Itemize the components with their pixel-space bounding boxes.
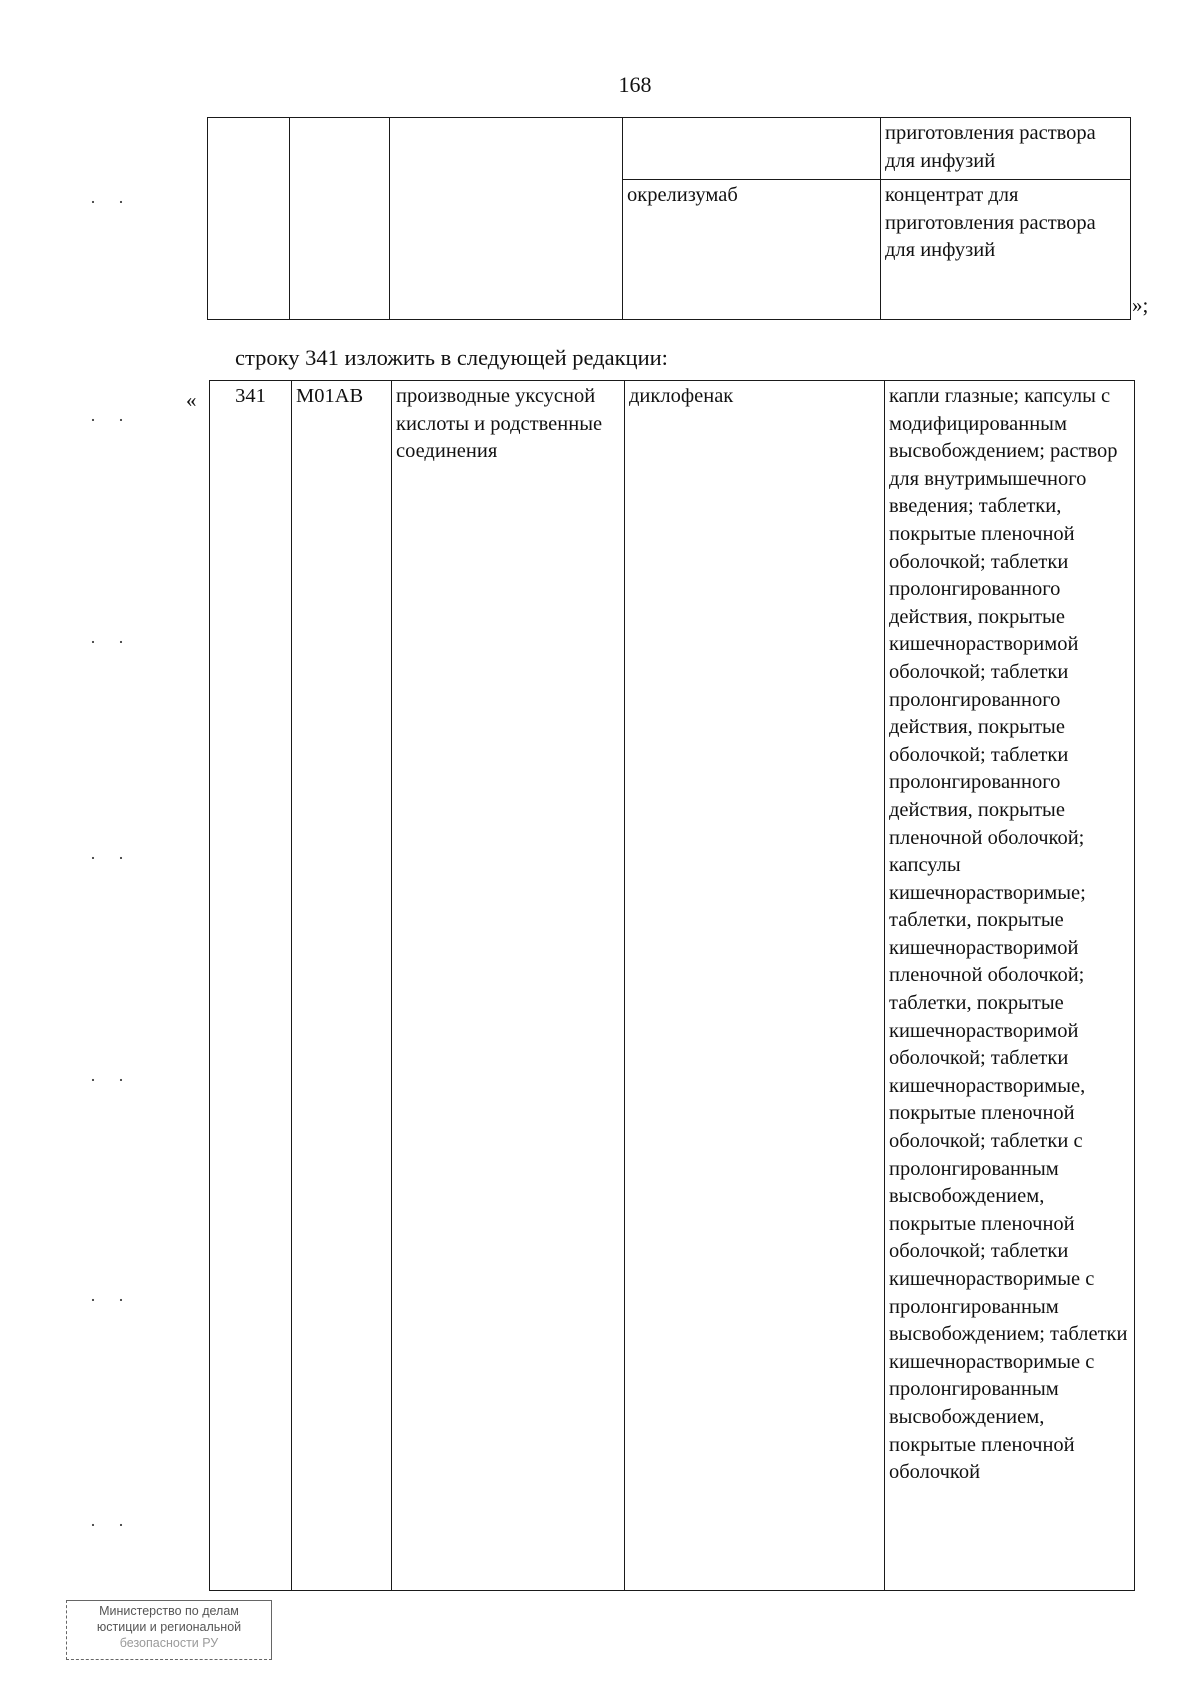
page-number: 168 — [618, 72, 652, 97]
margin-dot-mark: ·· — [90, 1515, 146, 1535]
code-cell — [290, 118, 390, 320]
group-cell — [390, 118, 623, 320]
table-row — [208, 118, 1131, 180]
drug-cell: окрелизумаб — [623, 180, 881, 320]
num-cell — [208, 118, 290, 320]
row-number-cell: 341 — [210, 381, 292, 1591]
table-row — [210, 381, 1135, 1591]
margin-dot-mark: ·· — [90, 192, 146, 212]
stamp-line: юстиции и региональной — [96, 1620, 242, 1634]
continuation-table — [207, 117, 1131, 320]
stamp-line: безопасности РУ — [119, 1636, 219, 1650]
dosage-forms-cell: капли глазные; капсулы с модифицированным высвобождением; раствор для внутримышечного введения; таблетки, покрытые пленочной оболочкой; таблетки пролонгированного действия, покрытые кишечнорастворимой оболочкой; таблетки пролонгированного действия, покрытые оболочкой; таблетки пролонгированного действия, покрытые пленочной оболочкой; капсулы кишечнорастворимые; таблетки, покрытые кишечнорастворимой пленочной оболочкой; таблетки, покрытые кишечнорастворимой оболочкой; таблетки кишечнорастворимые, покрытые пленочной оболочкой; таблетки с пролонгированным высвобождением, покрытые пленочной оболочкой; таблетки кишечнорастворимые с пролонгированным высвобождением; таблетки кишечнорастворимые с пролонгированным высвобождением, покрытые пленочной оболочкой — [885, 381, 1135, 1591]
form-cell: концентрат для приготовления раствора для инфузий — [881, 180, 1131, 320]
ministry-stamp — [66, 1600, 272, 1660]
drug-cell: диклофенак — [625, 381, 885, 1591]
closing-quote: »; — [1132, 293, 1149, 317]
margin-dot-mark: ·· — [90, 410, 146, 430]
margin-dot-mark: ·· — [90, 1290, 146, 1310]
opening-quote: « — [186, 388, 197, 412]
form-cell: приготовления раствора для инфузий — [881, 118, 1131, 180]
margin-dot-mark: ·· — [90, 632, 146, 652]
atc-code-cell: M01AB — [292, 381, 392, 1591]
group-cell: производные уксусной кислоты и родственные соединения — [392, 381, 625, 1591]
amendment-instruction: строку 341 изложить в следующей редакции: — [235, 345, 668, 370]
margin-dot-mark: ·· — [90, 1070, 146, 1090]
stamp-line: Министерство по делам — [99, 1604, 239, 1618]
drug-cell — [623, 118, 881, 180]
margin-dot-mark: ·· — [90, 848, 146, 868]
amended-row-table — [209, 380, 1135, 1591]
